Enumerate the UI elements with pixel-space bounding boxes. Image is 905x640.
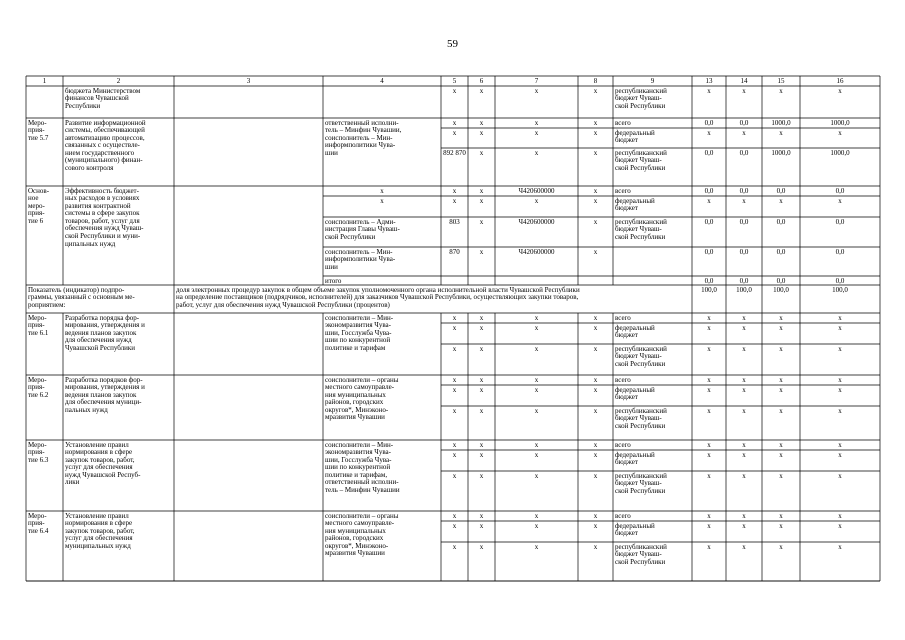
c14-value: x bbox=[742, 543, 746, 551]
c6-value: x bbox=[479, 472, 484, 480]
c8-value: x bbox=[593, 386, 598, 394]
c8-value: x bbox=[593, 512, 598, 520]
col15-value: 0,0 bbox=[776, 277, 786, 285]
activity-name: Установление правил нормирования в сфере закупок товаров, работ, услуг для обеспечения нужд Чувашской Респуб- лики bbox=[65, 441, 141, 487]
col8-value: x bbox=[593, 197, 598, 205]
funding-source: республиканский бюджет Чуваш- ской Республики bbox=[615, 218, 667, 241]
c15-value: x bbox=[779, 512, 783, 520]
col5-value: x bbox=[452, 129, 457, 137]
col5-value: 870 bbox=[449, 248, 460, 256]
c16-value: x bbox=[838, 407, 842, 415]
c16-value: x bbox=[838, 314, 842, 322]
col14-value: 0,0 bbox=[739, 119, 749, 127]
col7-value: Ч420600000 bbox=[518, 248, 555, 256]
c6-value: x bbox=[479, 386, 484, 394]
c6-value: x bbox=[479, 407, 484, 415]
col7-value: x bbox=[534, 87, 539, 95]
header-cell-2: 2 bbox=[116, 77, 121, 85]
activity-label bbox=[26, 87, 63, 117]
col6-value: x bbox=[479, 129, 484, 137]
c16-value: x bbox=[838, 441, 842, 449]
executor-cell: соисполнители – Мин- экономразвития Чува- шии, Госслужба Чува- шии по конкурентной политике и тарифам, ответственный исполни- тель – Минфин Чувашии bbox=[325, 441, 400, 495]
executor-cell: ответственный исполни- тель – Минфин Чувашии, соисполнитель – Мин- информполитики Чува- шии bbox=[325, 119, 402, 157]
c16-value: x bbox=[838, 376, 842, 384]
col8-value: x bbox=[593, 129, 598, 137]
activity-name: бюджета Министерством финансов Чувашской Республики bbox=[65, 87, 141, 110]
c7-value: x bbox=[534, 522, 539, 530]
c6-value: x bbox=[479, 512, 484, 520]
col5-value: 803 bbox=[449, 218, 460, 226]
c16-value: x bbox=[838, 472, 842, 480]
funding-source: республиканский бюджет Чуваш- ской Республики bbox=[615, 543, 667, 566]
col13-value: 0,0 bbox=[704, 119, 714, 127]
col8-value: x bbox=[593, 248, 598, 256]
c5-value: x bbox=[452, 376, 457, 384]
c7-value: x bbox=[534, 314, 539, 322]
c14-value: x bbox=[742, 407, 746, 415]
executor-cell: соисполнители – Мин- экономразвития Чува- шии, Госслужба Чува- шии по конкурентной политике и тарифам bbox=[325, 314, 394, 352]
c16-value: x bbox=[838, 522, 842, 530]
c8-value: x bbox=[593, 376, 598, 384]
c14-value: x bbox=[742, 512, 746, 520]
col16-value: 1000,0 bbox=[830, 119, 850, 127]
header-cell-15: 15 bbox=[777, 77, 785, 85]
c14-value: x bbox=[742, 472, 746, 480]
c7-value: x bbox=[534, 512, 539, 520]
col5-value: 892 870 bbox=[443, 149, 466, 157]
activity-name: Разработка порядка фор- мирования, утверждения и ведения планов закупок для обеспечения нужд Чувашской Республики bbox=[65, 314, 145, 352]
col14-value: 0,0 bbox=[739, 218, 749, 226]
funding-source: федеральный бюджет bbox=[615, 324, 655, 340]
funding-source: федеральный бюджет bbox=[615, 129, 655, 145]
indicator-c16: 100,0 bbox=[832, 286, 848, 294]
c14-value: x bbox=[742, 345, 746, 353]
c8-value: x bbox=[593, 314, 598, 322]
funding-source: федеральный бюджет bbox=[615, 197, 655, 213]
c5-value: x bbox=[452, 407, 457, 415]
c14-value: x bbox=[742, 314, 746, 322]
c16-value: x bbox=[838, 345, 842, 353]
c15-value: x bbox=[779, 472, 783, 480]
col5-value: x bbox=[452, 187, 457, 195]
executor-cell: соисполнитель – Мин- информполитики Чува- шии bbox=[325, 248, 396, 271]
header-cell-4: 4 bbox=[380, 77, 384, 85]
indicator-label: Показатель (индикатор) подпро- граммы, увязанный с основным ме- роприятием: bbox=[28, 286, 135, 309]
col8-value: x bbox=[593, 87, 598, 95]
c5-value: x bbox=[452, 522, 457, 530]
c7-value: x bbox=[534, 407, 539, 415]
c5-value: x bbox=[452, 543, 457, 551]
c5-value: x bbox=[452, 345, 457, 353]
indicator-text: доля электронных процедур закупок в общем объеме закупок уполномоченного органа исполнительной власти Чувашской Республики на определение поставщиков (подрядчиков, исполнителей) для заказчиков Чувашской Республики, осуществляющих закупки товаров, работ, услуг для обеспечения нужд Чувашской Республики (процентов) bbox=[176, 286, 580, 309]
executor-cell: соисполнители – органы местного самоуправле- ния муниципальных районов, городских округов*, Минэконо- мразвития Чувашии bbox=[325, 512, 399, 558]
c14-value: x bbox=[742, 441, 746, 449]
activity-label: Основ- ное меро- прия- тие 6 bbox=[28, 187, 50, 225]
c13-value: x bbox=[707, 386, 711, 394]
activity-name: Развитие информационной системы, обеспечивающей автоматизацию процессов, связанных с осуществле- нием государственного (муниципального) финан- сового контроля bbox=[65, 119, 146, 173]
col16-value: 0,0 bbox=[835, 187, 845, 195]
executor-cell: x bbox=[380, 187, 384, 195]
c5-value: x bbox=[452, 441, 457, 449]
c15-value: x bbox=[779, 407, 783, 415]
col13-value: 0,0 bbox=[704, 149, 714, 157]
col13-value: 0,0 bbox=[704, 277, 714, 285]
c13-value: x bbox=[707, 543, 711, 551]
executor-cell: соисполнители – органы местного самоуправле- ния муниципальных районов, городских округов*, Минэконо- мразвития Чувашии bbox=[325, 376, 399, 422]
col15-value: 0,0 bbox=[776, 248, 786, 256]
c16-value: x bbox=[838, 543, 842, 551]
c8-value: x bbox=[593, 451, 598, 459]
c8-value: x bbox=[593, 522, 598, 530]
indicator-c15: 100,0 bbox=[773, 286, 789, 294]
c7-value: x bbox=[534, 386, 539, 394]
funding-source: федеральный бюджет bbox=[615, 451, 655, 467]
col15-value: x bbox=[779, 129, 783, 137]
col16-value: 0,0 bbox=[835, 277, 845, 285]
funding-source: всего bbox=[615, 314, 631, 322]
c14-value: x bbox=[742, 376, 746, 384]
c6-value: x bbox=[479, 543, 484, 551]
executor-cell: x bbox=[380, 197, 384, 205]
col6-value: x bbox=[479, 87, 484, 95]
c16-value: x bbox=[838, 386, 842, 394]
executor-cell: итого bbox=[325, 277, 342, 284]
header-cell-1: 1 bbox=[42, 77, 47, 85]
c13-value: x bbox=[707, 376, 711, 384]
col14-value: 0,0 bbox=[739, 248, 749, 256]
header-cell-7: 7 bbox=[534, 77, 539, 85]
c13-value: x bbox=[707, 451, 711, 459]
c5-value: x bbox=[452, 386, 457, 394]
c6-value: x bbox=[479, 522, 484, 530]
funding-source: республиканский бюджет Чуваш- ской Республики bbox=[615, 345, 667, 368]
c13-value: x bbox=[707, 512, 711, 520]
col8-value: x bbox=[593, 187, 598, 195]
col14-value: x bbox=[742, 129, 746, 137]
c13-value: x bbox=[707, 522, 711, 530]
col13-value: x bbox=[707, 129, 711, 137]
funding-source: республиканский бюджет Чуваш- ской Республики bbox=[615, 87, 667, 110]
funding-source: всего bbox=[615, 376, 631, 384]
c13-value: x bbox=[707, 324, 711, 332]
col13-value: 0,0 bbox=[704, 218, 714, 226]
c8-value: x bbox=[593, 472, 598, 480]
header-cell-6: 6 bbox=[479, 77, 484, 85]
c7-value: x bbox=[534, 543, 539, 551]
col6-value: x bbox=[479, 197, 484, 205]
col6-value: x bbox=[479, 248, 484, 256]
activity-label: Меро- прия- тие 6.4 bbox=[28, 512, 49, 535]
c7-value: x bbox=[534, 324, 539, 332]
c5-value: x bbox=[452, 512, 457, 520]
funding-source: федеральный бюджет bbox=[615, 386, 655, 402]
col7-value: x bbox=[534, 197, 539, 205]
col16-value: x bbox=[838, 197, 842, 205]
col6-value: x bbox=[479, 218, 484, 226]
c8-value: x bbox=[593, 407, 598, 415]
col15-value: 1000,0 bbox=[771, 149, 791, 157]
c13-value: x bbox=[707, 472, 711, 480]
c6-value: x bbox=[479, 345, 484, 353]
c6-value: x bbox=[479, 314, 484, 322]
c15-value: x bbox=[779, 386, 783, 394]
c6-value: x bbox=[479, 376, 484, 384]
activity-label: Меро- прия- тие 6.3 bbox=[28, 441, 49, 464]
col16-value: x bbox=[838, 87, 842, 95]
c15-value: x bbox=[779, 522, 783, 530]
funding-source: республиканский бюджет Чуваш- ской Республики bbox=[615, 407, 667, 430]
c8-value: x bbox=[593, 345, 598, 353]
c15-value: x bbox=[779, 441, 783, 449]
funding-source: всего bbox=[615, 187, 631, 195]
c13-value: x bbox=[707, 407, 711, 415]
funding-source: республиканский бюджет Чуваш- ской Республики bbox=[615, 149, 667, 172]
col13-value: 0,0 bbox=[704, 248, 714, 256]
c8-value: x bbox=[593, 441, 598, 449]
indicator-c14: 100,0 bbox=[736, 286, 752, 294]
activity-name: Эффективность бюджет- ных расходов в условиях развития контрактной системы в сфере закупок товаров, работ, услуг для обеспечения нужд Чуваш- ской Республики и муни- ципальных нужд bbox=[65, 187, 144, 248]
c16-value: x bbox=[838, 451, 842, 459]
col15-value: x bbox=[779, 197, 783, 205]
header-cell-8: 8 bbox=[593, 77, 598, 85]
c13-value: x bbox=[707, 345, 711, 353]
col7-value: x bbox=[534, 129, 539, 137]
c13-value: x bbox=[707, 314, 711, 322]
executor-cell: соисполнитель – Адми- нистрация Главы Чуваш- ской Республики bbox=[325, 218, 400, 241]
c14-value: x bbox=[742, 451, 746, 459]
c14-value: x bbox=[742, 522, 746, 530]
activity-name: Установление правил нормирования в сфере закупок товаров, работ, услуг для обеспечения муниципальных нужд bbox=[65, 512, 135, 550]
c16-value: x bbox=[838, 512, 842, 520]
activity-label: Меро- прия- тие 5.7 bbox=[28, 119, 49, 142]
col8-value: x bbox=[593, 218, 598, 226]
col15-value: x bbox=[779, 87, 783, 95]
c5-value: x bbox=[452, 324, 457, 332]
col16-value: 0,0 bbox=[835, 218, 845, 226]
col8-value: x bbox=[593, 149, 598, 157]
c15-value: x bbox=[779, 376, 783, 384]
activity-label: Меро- прия- тие 6.2 bbox=[28, 376, 49, 399]
col6-value: x bbox=[479, 119, 484, 127]
col15-value: 0,0 bbox=[776, 218, 786, 226]
c5-value: x bbox=[452, 314, 457, 322]
funding-source: федеральный бюджет bbox=[615, 522, 655, 538]
c15-value: x bbox=[779, 324, 783, 332]
col14-value: 0,0 bbox=[739, 149, 749, 157]
c6-value: x bbox=[479, 324, 484, 332]
c7-value: x bbox=[534, 451, 539, 459]
page-number: 59 bbox=[447, 38, 458, 50]
col6-value: x bbox=[479, 149, 484, 157]
funding-source: всего bbox=[615, 441, 631, 449]
funding-source: всего bbox=[615, 512, 631, 520]
c15-value: x bbox=[779, 543, 783, 551]
activity-name: Разработка порядков фор- мирования, утверждения и ведения планов закупок для обеспечения муници- пальных нужд bbox=[65, 376, 145, 414]
col13-value: 0,0 bbox=[704, 187, 714, 195]
indicator-c13: 100,0 bbox=[701, 286, 717, 294]
c5-value: x bbox=[452, 451, 457, 459]
col15-value: 1000,0 bbox=[771, 119, 791, 127]
header-cell-14: 14 bbox=[740, 77, 748, 85]
funding-source: всего bbox=[615, 119, 631, 127]
col6-value: x bbox=[479, 187, 484, 195]
c6-value: x bbox=[479, 441, 484, 449]
col8-value: x bbox=[593, 119, 598, 127]
col5-value: x bbox=[452, 197, 457, 205]
c7-value: x bbox=[534, 345, 539, 353]
col13-value: x bbox=[707, 87, 711, 95]
activity-label: Меро- прия- тие 6.1 bbox=[28, 314, 49, 337]
header-cell-5: 5 bbox=[452, 77, 457, 85]
c16-value: x bbox=[838, 324, 842, 332]
col16-value: 0,0 bbox=[835, 248, 845, 256]
col14-value: 0,0 bbox=[739, 277, 749, 285]
c5-value: x bbox=[452, 472, 457, 480]
col14-value: x bbox=[742, 87, 746, 95]
col14-value: x bbox=[742, 197, 746, 205]
c7-value: x bbox=[534, 441, 539, 449]
header-cell-9: 9 bbox=[650, 77, 655, 85]
col7-value: Ч420600000 bbox=[518, 187, 555, 195]
c7-value: x bbox=[534, 472, 539, 480]
header-cell-16: 16 bbox=[836, 77, 844, 85]
c8-value: x bbox=[593, 543, 598, 551]
header-cell-13: 13 bbox=[705, 77, 713, 85]
col7-value: x bbox=[534, 119, 539, 127]
col7-value: x bbox=[534, 149, 539, 157]
c8-value: x bbox=[593, 324, 598, 332]
header-cell-3: 3 bbox=[246, 77, 251, 85]
col7-value: Ч420600000 bbox=[518, 218, 555, 226]
col5-value: x bbox=[452, 87, 457, 95]
c15-value: x bbox=[779, 451, 783, 459]
funding-source: республиканский бюджет Чуваш- ской Республики bbox=[615, 472, 667, 495]
col5-value: x bbox=[452, 119, 457, 127]
c7-value: x bbox=[534, 376, 539, 384]
col14-value: 0,0 bbox=[739, 187, 749, 195]
c15-value: x bbox=[779, 314, 783, 322]
c14-value: x bbox=[742, 324, 746, 332]
col16-value: x bbox=[838, 129, 842, 137]
c13-value: x bbox=[707, 441, 711, 449]
col16-value: 1000,0 bbox=[830, 149, 850, 157]
c6-value: x bbox=[479, 451, 484, 459]
col15-value: 0,0 bbox=[776, 187, 786, 195]
c15-value: x bbox=[779, 345, 783, 353]
col13-value: x bbox=[707, 197, 711, 205]
c14-value: x bbox=[742, 386, 746, 394]
